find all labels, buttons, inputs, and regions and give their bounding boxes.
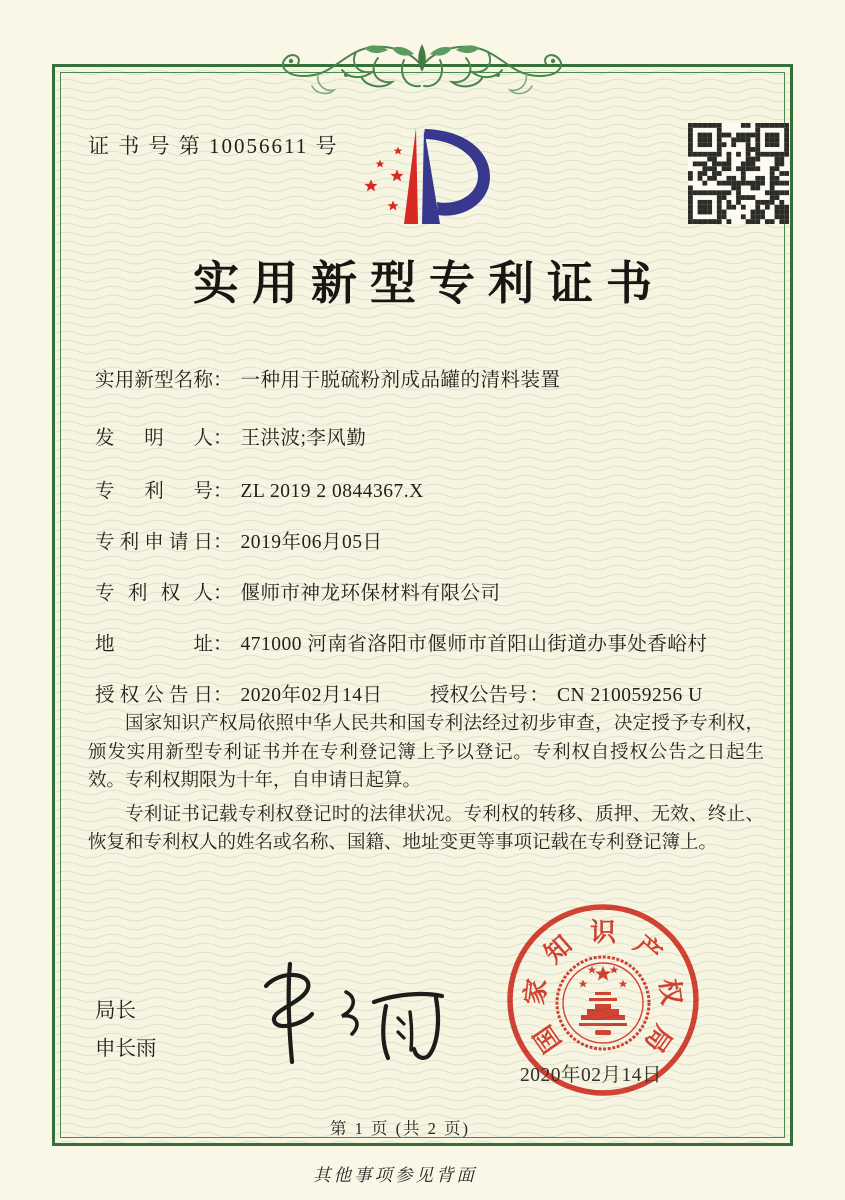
seal-date: 2020年02月14日 <box>520 1065 663 1086</box>
field-row-address <box>95 628 707 656</box>
colon: ： <box>213 634 233 655</box>
colon: ： <box>213 685 233 706</box>
field-row-grant <box>95 679 785 707</box>
field-pair-grant-no <box>430 679 703 707</box>
field-row-name <box>95 364 561 392</box>
field-value-patent-number: ZL 2019 2 0844367.X <box>240 481 424 502</box>
field-value-patentee: 偃师市神龙环保材料有限公司 <box>240 583 501 604</box>
page-number: 第 1 页 (共 2 页) <box>329 1119 471 1138</box>
scroll-ornament-icon <box>258 34 586 108</box>
field-value-grant-number: CN 210059256 U <box>557 685 703 706</box>
back-side-note: 其他事项参见背面 <box>313 1165 477 1185</box>
national-emblem <box>557 957 649 1049</box>
field-label: 地址 <box>95 634 213 655</box>
field-value-inventors: 王洪波;李风勤 <box>240 428 367 449</box>
legal-paragraph-2: 专利证书记载专利权登记时的法律状况。专利权的转移、质押、无效、终止、恢复和专利权人的姓名或名称、国籍、地址变更等事项记载在专利登记簿上。 <box>88 804 764 853</box>
field-label: 授权公告号 <box>430 685 528 706</box>
field-value-filing-date: 2019年06月05日 <box>240 532 383 553</box>
seal-circular-text <box>520 918 686 1058</box>
field-row-filing-date <box>95 526 383 554</box>
certificate-number: 证 书 号 第 10056611 号 <box>88 134 339 158</box>
colon: ： <box>213 370 233 391</box>
svg-text:家: 家 <box>520 977 552 1007</box>
field-label: 专利号 <box>95 481 213 502</box>
commissioner-block <box>95 992 157 1068</box>
qr-code-icon <box>688 123 789 224</box>
certificate-title: 实用新型专利证书 <box>193 258 665 309</box>
field-value-invention-name: 一种用于脱硫粉剂成品罐的清料装置 <box>240 370 561 391</box>
legal-text-block <box>88 710 764 863</box>
svg-text:局: 局 <box>638 1019 678 1058</box>
svg-text:权: 权 <box>654 977 686 1007</box>
svg-text:识: 识 <box>589 918 617 947</box>
colon: ： <box>213 481 233 502</box>
colon: ： <box>213 532 233 553</box>
field-label: 发明人 <box>95 428 213 449</box>
colon: ： <box>213 583 233 604</box>
field-row-patentee <box>95 577 501 605</box>
field-value-address: 471000 河南省洛阳市偃师市首阳山街道办事处香峪村 <box>240 634 708 655</box>
field-row-inventor <box>95 422 366 450</box>
field-label: 专利权人 <box>95 583 213 604</box>
svg-text:产: 产 <box>628 929 668 969</box>
field-label: 授权公告日 <box>95 685 213 706</box>
commissioner-name: 申长雨 <box>95 1038 157 1060</box>
svg-text:知: 知 <box>538 929 578 969</box>
field-row-patent-no <box>95 475 424 503</box>
legal-paragraph-1: 国家知识产权局依照中华人民共和国专利法经过初步审查，决定授予专利权，颁发实用新型专利证书并在专利登记簿上予以登记。专利权自授权公告之日起生效。专利权期限为十年，自申请日起算。 <box>88 714 764 791</box>
colon: ： <box>213 428 233 449</box>
field-value-grant-date: 2020年02月14日 <box>240 685 383 706</box>
field-label: 专利申请日 <box>95 532 213 553</box>
svg-text:国: 国 <box>528 1019 568 1058</box>
signature-handwriting <box>228 958 458 1068</box>
field-label: 实用新型名称 <box>95 370 213 391</box>
cnipa-logo-icon <box>338 118 508 232</box>
commissioner-title: 局长 <box>95 1000 136 1022</box>
colon: ： <box>529 685 550 706</box>
